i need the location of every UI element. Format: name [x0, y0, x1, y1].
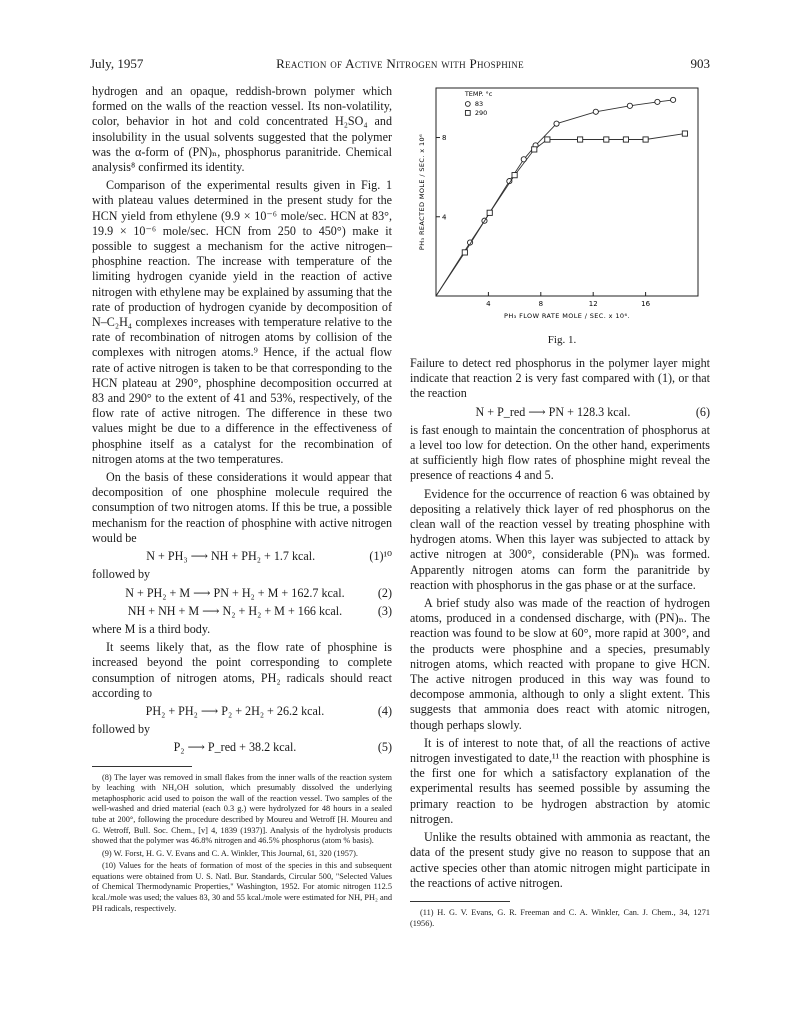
equation-5 [92, 740, 392, 755]
running-title: Reaction of Active Nitrogen with Phosphine [276, 56, 524, 71]
x-axis-label: PH₃ FLOW RATE MOLE / SEC. x 10⁶. [504, 312, 630, 320]
equation-text: P₂ ⟶ P_red + 38.2 kcal. [173, 740, 297, 755]
equation-4 [92, 704, 392, 719]
series-curve-290 [436, 134, 685, 296]
equation-3 [92, 604, 392, 619]
paragraph: A brief study also was made of the reaction of hydrogen atoms, produced in a condensed discharge, with (PN)ₙ. The reaction was found to be slow at 60°, more rapid at 300°, and the products were phosphine and a species, presumably nitrogen atoms, which reacted with propane to give HCN. The active nitrogen produced in this way was found to decompose ammonia, although to only a slight extent. This suggests that ammonia does react with atomic nitrogen, though perhaps slowly. [410, 596, 710, 732]
paragraph: Unlike the results obtained with ammonia as reactant, the data of the present study give no reason to suppose that an active species other than atomic nitrogen might participate in the reactions of active nitrogen. [410, 830, 710, 890]
equation-6 [410, 405, 710, 420]
paragraph: It is of interest to note that, of all the reactions of active nitrogen investigated to date,¹¹ the reaction with phosphine is the first one for which a satisfactory explanation of the experimental results has seemed possible by assuming the primary reaction to be hydrogen abstraction by atomic nitrogen. [410, 735, 710, 826]
figure-caption: Fig. 1. [547, 334, 577, 346]
footnotes [92, 773, 392, 915]
paragraph: hydrogen and an opaque, reddish-brown polymer which formed on the walls of the reaction vessel. Its non-volatility, color, behavior in hot and cold concentrated H₂SO₄ and insolubility in the usual solvents suggested that the polymer was the α-form of (PN)ₙ, phosphorus paranitride. Chemical analysis⁸ confirmed its identity. [92, 84, 392, 175]
equation-text: N + PH₃ ⟶ NH + PH₂ + 1.7 kcal. [146, 549, 316, 564]
equation-number: (5) [377, 740, 392, 755]
data-point-290 [487, 210, 492, 215]
equation-text: PH₂ + PH₂ ⟶ P₂ + 2H₂ + 26.2 kcal. [145, 703, 325, 718]
paragraph: followed by [92, 567, 151, 582]
data-point-290 [682, 131, 687, 136]
equation-text: N + P_red ⟶ PN + 128.3 kcal. [475, 404, 631, 419]
footnote-8: (8) The layer was removed in small flakes from the inner walls of the reaction system by leaching with NH₄OH solution, which presumably dissolved the underlying metaphosphoric acid used to poison the wall of the reaction vessel. Two samples of the well-washed and dried material (each 0.3 g.) were hydrolyzed for 48 hours in a sealed tube at 200°, following the procedure described by Moureu and Wetroff [H. Moureu and G. Wetroff, Bull. Soc. Chem., [v] 4, 1839 (1937)]. Analysis of the hydrolysis products showed that the polymer was 46.8% nitrogen and 46.5% phosphorus (atom % basis). [92, 772, 392, 846]
data-point-290 [604, 137, 609, 142]
equation-2 [92, 586, 392, 601]
data-point-290 [623, 137, 628, 142]
legend-series-name: 83 [474, 99, 484, 108]
y-tick-label: 8 [442, 134, 447, 143]
paragraph: followed by [92, 722, 151, 737]
paragraph: where M is a third body. [92, 621, 211, 636]
equation-number: (4) [377, 703, 392, 718]
data-point-83 [627, 103, 632, 108]
footnote-rule [92, 766, 192, 767]
x-tick-label: 12 [588, 300, 598, 308]
legend-series-name: 290 [474, 108, 488, 117]
paragraph: Comparison of the experimental results given in Fig. 1 with plateau values determined in the present study for the HCN yield from ethylene (9.9 × 10⁻⁶ mole/sec. HCN at 83°, 19.9 × 10⁻⁶ mole/sec. HCN from 250 to 450°) make it possible to suggest a mechanism for the active nitrogen–phosphine reaction. The increase with temperature of the limiting hydrogen cyanide yield in the reaction of active nitrogen with ethylene may be explained by assuming that the rate of production of hydrogen cyanide by decomposition of N–C₂H₄ complexes increases with temperature relative to the rate of recombination of nitrogen atoms by collision of the complexes with nitrogen atoms.⁹ Hence, if the actual flow rate of active nitrogen is taken to be that corresponding to the HCN plateau at 290°, phosphine decomposition occurred at 83 and 290° to the extent of 41 and 53%, respectively, of the flow rate of active nitrogen. The difference in these two values might be due to a difference in the effectiveness of phosphine itself as a catalyst for the recombination of nitrogen atoms at the two temperatures. [92, 178, 392, 466]
data-point-290 [643, 137, 648, 142]
paragraph: Evidence for the occurrence of reaction 6 was obtained by depositing a relatively thick layer of red phosphorus on the clean wall of the reaction vessel by treating phosphine with hydrogen atoms. When this layer was subjected to attack by active nitrogen at 300°, considerable (PN)ₙ was formed. Apparently nitrogen atoms can form the paranitride by reaction with phosphorus in the gas phase or at the surface. [410, 486, 710, 592]
running-header [90, 56, 710, 76]
x-tick-label: 16 [641, 300, 651, 308]
footnote-rule [410, 901, 510, 902]
data-point-290 [545, 137, 550, 142]
paragraph: Failure to detect red phosphorus in the polymer layer might indicate that reaction 2 is very fast compared with (1), or that the reaction [410, 356, 710, 401]
paragraph: is fast enough to maintain the concentration of phosphorus at a level too low for detection. On the other hand, experiments at sufficiently high flow rates of phosphine might reveal the presence of reactions 4 and 5. [410, 422, 710, 483]
data-point-83 [655, 99, 660, 104]
equation-number: (6) [695, 404, 710, 419]
equation-number: (3) [377, 603, 392, 618]
footnote-9: (9) W. Forst, H. G. V. Evans and C. A. Winkler, This Journal, 61, 320 (1957). [102, 848, 358, 858]
equation-text: NH + NH + M ⟶ N₂ + H₂ + M + 166 kcal. [127, 603, 343, 618]
issue-date: July, 1957 [90, 56, 144, 71]
chart-svg [412, 84, 712, 334]
footnote-11: (11) H. G. V. Evans, G. R. Freeman and C. A. Winkler, Can. J. Chem., 34, 1271 (1956). [410, 907, 710, 928]
data-point-83 [593, 109, 598, 114]
x-tick-label: 4 [486, 300, 491, 308]
legend-title: TEMP. °c [464, 89, 493, 98]
series-curve-83 [436, 100, 673, 296]
equation-text: N + PH₂ + M ⟶ PN + H₂ + M + 162.7 kcal. [125, 585, 345, 600]
y-tick-label: 4 [442, 213, 447, 222]
data-point-83 [671, 97, 676, 102]
data-point-83 [554, 121, 559, 126]
data-point-290 [462, 250, 467, 255]
legend-marker-circle [465, 102, 470, 107]
legend-marker-square [465, 111, 470, 116]
figure-1 [412, 84, 712, 349]
x-tick-label: 8 [538, 300, 544, 308]
y-axis-label: PH₃ REACTED MOLE / SEC. x 10⁶ [418, 133, 426, 251]
left-column [92, 84, 392, 916]
right-column [410, 356, 710, 931]
data-point-290 [512, 173, 517, 178]
page-number: 903 [690, 56, 710, 71]
paragraph: It seems likely that, as the flow rate of phosphine is increased beyond the point corresponding to complete consumption of nitrogen atoms, PH₂ radicals should react according to [92, 640, 392, 700]
plot-frame [436, 88, 698, 296]
equation-number: (1)¹⁰ [369, 549, 392, 564]
footnotes [410, 908, 710, 929]
paragraph: On the basis of these considerations it would appear that decomposition of one phosphine molecule required the consumption of two nitrogen atoms. If this be true, a possible mechanism for the reaction of phosphine with active nitrogen would be [92, 470, 392, 545]
data-point-290 [532, 147, 537, 152]
equation-number: (2) [377, 585, 392, 600]
equation-1 [92, 549, 392, 564]
footnote-10: (10) Values for the heats of formation of most of the species in this and subsequent equations were obtained from U. S. Natl. Bur. Standards, Circular 500, "Selected Values of Chemical Thermodynamic Properties," Washington, 1952. For atomic nitrogen 112.5 kcal./mole was used; the values 83, 30 and 55 kcal./mole were estimated for NH, PH₂ and PH radicals, respectively. [92, 861, 392, 913]
data-point-290 [578, 137, 583, 142]
